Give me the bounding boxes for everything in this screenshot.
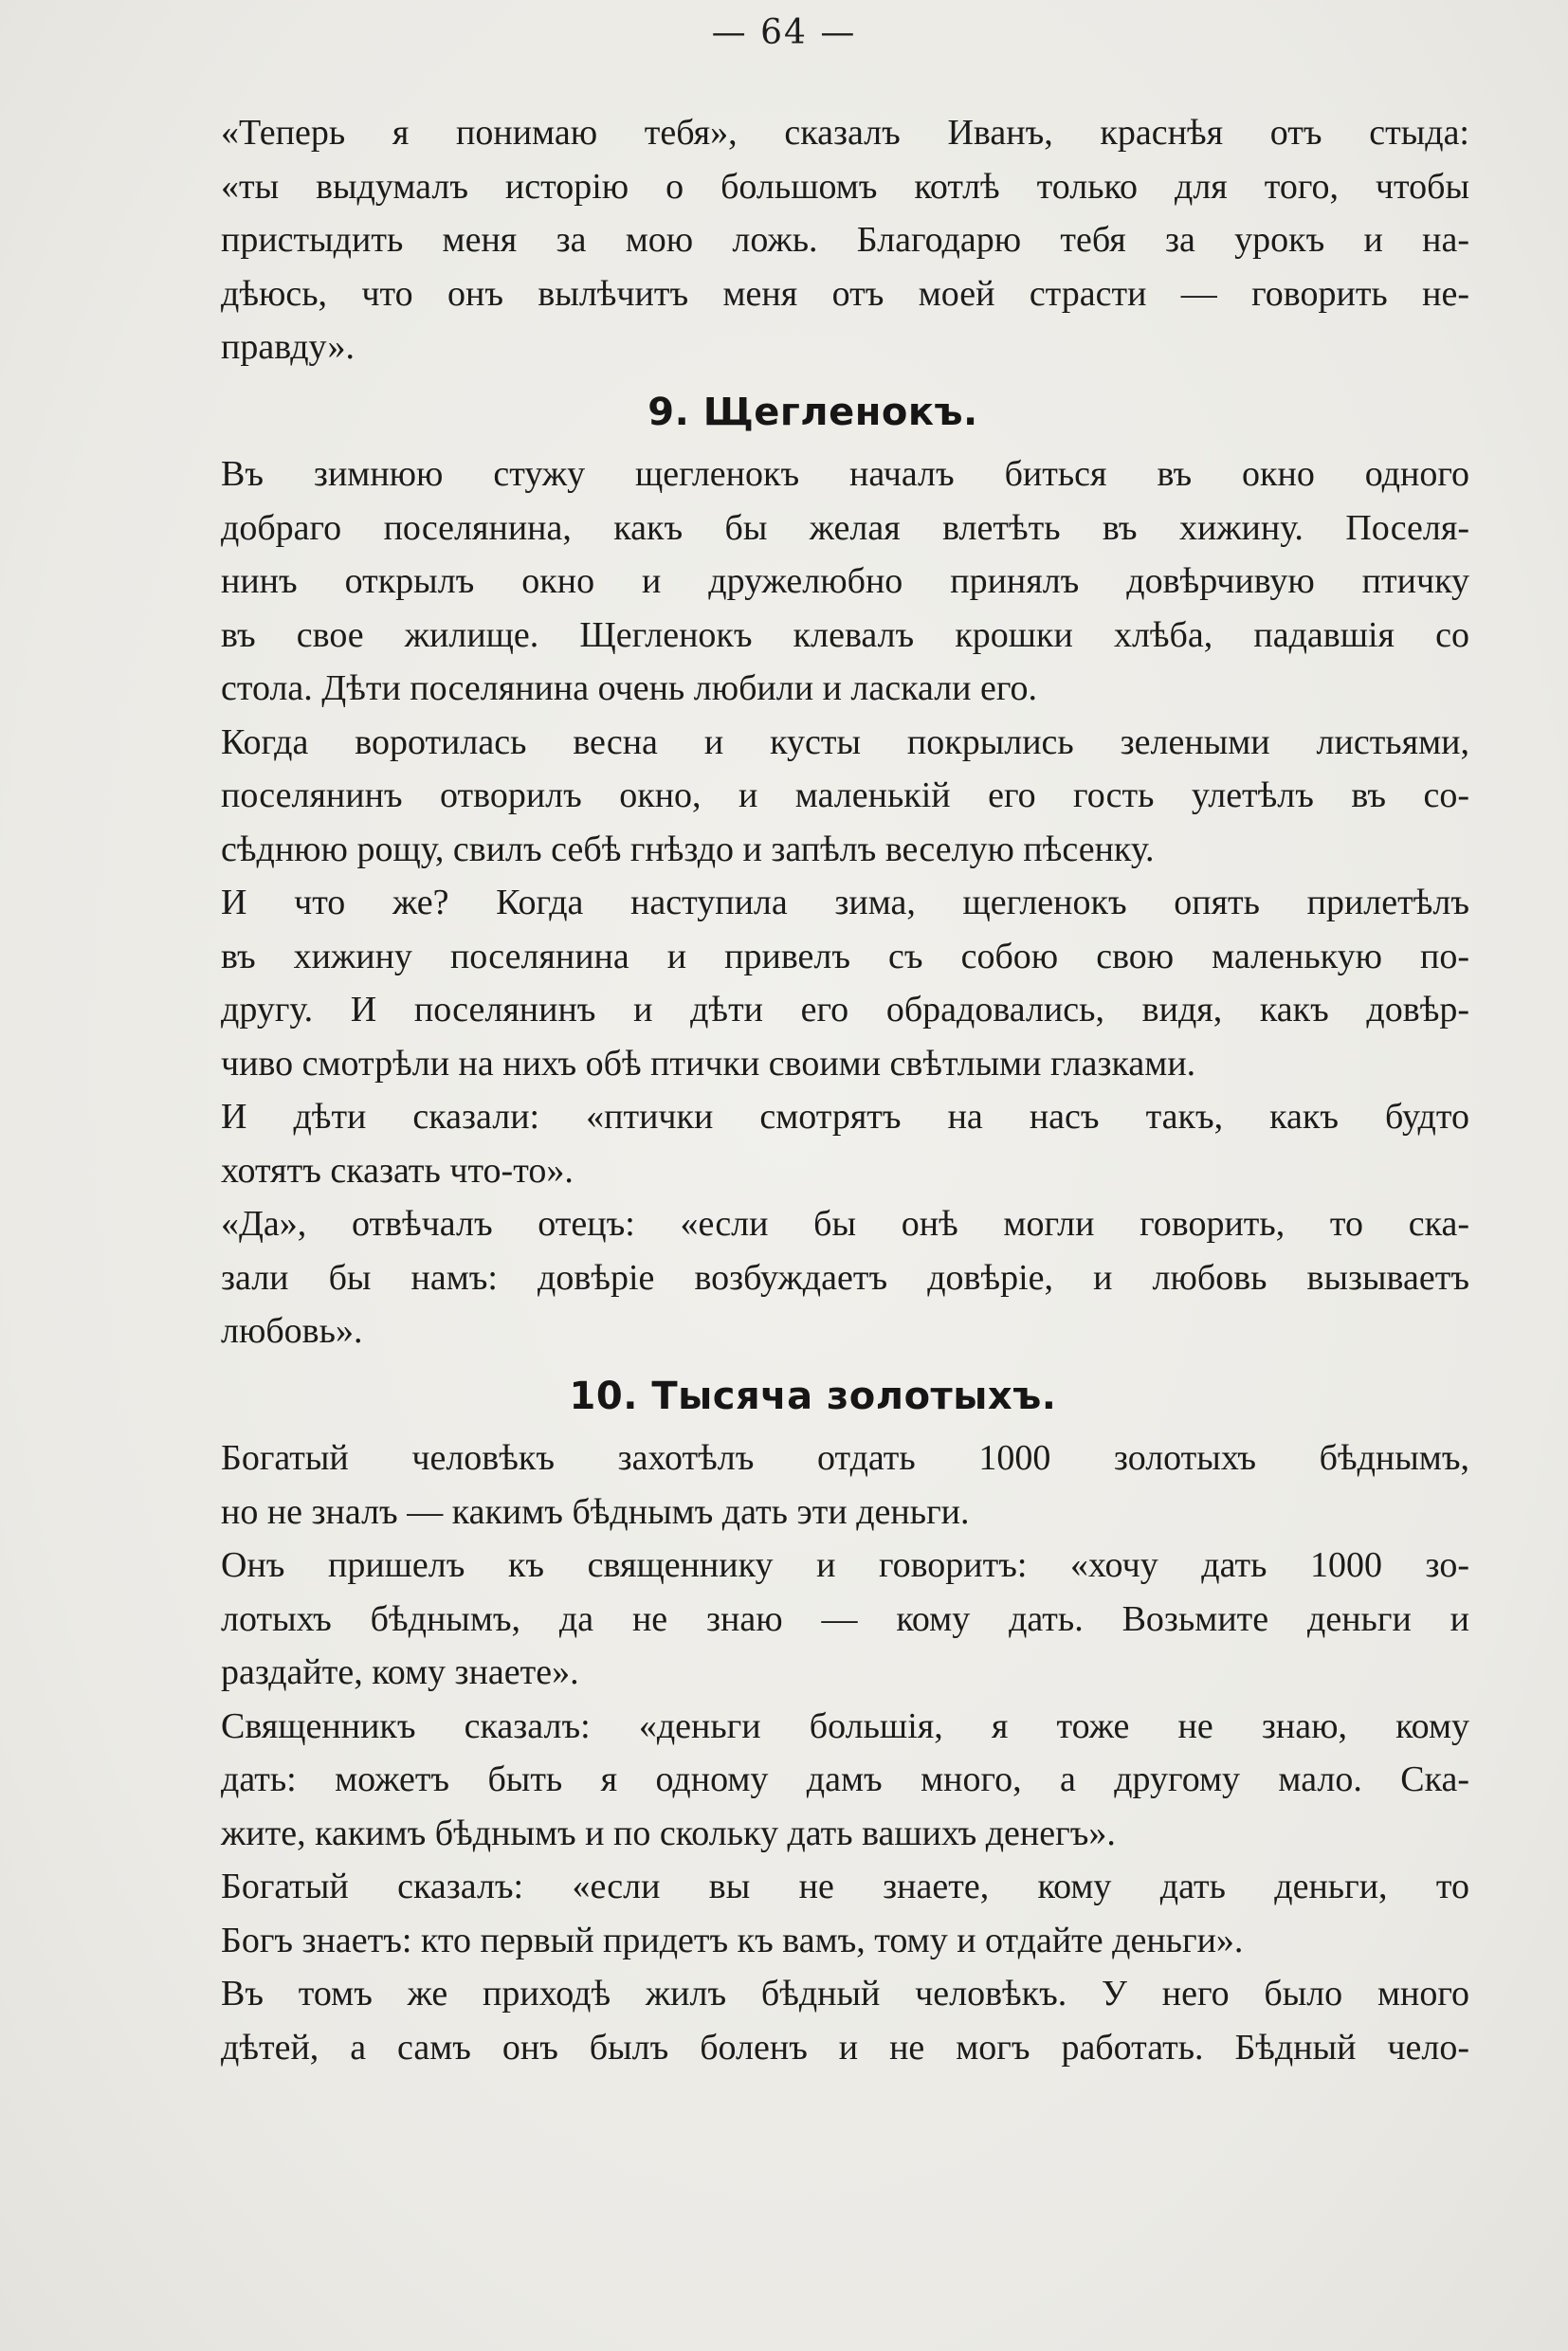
paragraph	[156, 1967, 1469, 2074]
text-line: И что же? Когда наступила зима, щегленокъ опять прилетѣлъ	[221, 883, 1469, 922]
text-line: пристыдить меня за мою ложь. Благодарю тебя за урокъ и на-	[221, 220, 1469, 260]
text-line: Богатый сказалъ: «если вы не знаете, кому дать деньги, то	[221, 1867, 1469, 1906]
text-line: въ хижину поселянина и привелъ съ собою свою маленькую по-	[221, 936, 1469, 976]
text-line: Богатый человѣкъ захотѣлъ отдать 1000 золотыхъ бѣднымъ,	[221, 1438, 1469, 1478]
text-line: Богъ знаетъ: кто первый придетъ къ вамъ, тому и отдайте деньги».	[221, 1920, 1244, 1960]
text-line: жите, какимъ бѣднымъ и по скольку дать вашихъ денегъ».	[221, 1813, 1116, 1853]
paragraph	[156, 1700, 1469, 1861]
text-line: но не зналъ — какимъ бѣднымъ дать эти деньги.	[221, 1491, 970, 1532]
text-line: «Теперь я понимаю тебя», сказалъ Иванъ, краснѣя отъ стыда:	[221, 113, 1469, 153]
text-line: раздайте, кому знаете».	[221, 1652, 579, 1692]
paragraph	[156, 1431, 1469, 1539]
text-line: Въ томъ же приходѣ жилъ бѣдный человѣкъ. У него было много	[221, 1974, 1469, 2014]
section-heading: 9. Щегленокъ.	[647, 390, 978, 434]
page-number: — 64 —	[711, 13, 857, 52]
text-line: Въ зимнюю стужу щегленокъ началъ биться въ окно одного	[221, 454, 1469, 494]
text-line: И дѣти сказали: «птички смотрятъ на насъ такъ, какъ будто	[221, 1097, 1469, 1137]
text-line: поселянинъ отворилъ окно, и маленькій его гость улетѣлъ въ со-	[221, 775, 1469, 815]
text-line: Священникъ сказалъ: «деньги большія, я тоже не знаю, кому	[221, 1705, 1469, 1746]
text-body	[156, 106, 1469, 2074]
text-line: дѣюсь, что онъ вылѣчитъ меня отъ моей страсти — говорить не-	[221, 273, 1469, 314]
paragraph	[156, 447, 1469, 716]
text-line: Онъ пришелъ къ священнику и говоритъ: «хочу дать 1000 зо-	[221, 1545, 1469, 1585]
text-line: добраго поселянина, какъ бы желая влетѣть въ хижину. Поселя-	[221, 507, 1469, 548]
text-line: зали бы намъ: довѣріе возбуждаетъ довѣріе, и любовь вызываетъ	[221, 1257, 1469, 1298]
text-line: чиво смотрѣли на нихъ обѣ птички своими свѣтлыми глазками.	[221, 1043, 1196, 1084]
text-line: дать: можетъ быть я одному дамъ много, а другому мало. Ска-	[221, 1759, 1469, 1799]
paragraph	[156, 1860, 1469, 1967]
text-line: «ты выдумалъ исторію о большомъ котлѣ только для того, чтобы	[221, 166, 1469, 207]
paragraph	[156, 106, 1469, 374]
text-line: Когда воротилась весна и кусты покрылись зелеными листьями,	[221, 721, 1469, 762]
text-line: лотыхъ бѣднымъ, да не знаю — кому дать. Возьмите деньги и	[221, 1598, 1469, 1639]
paragraph	[156, 1197, 1469, 1358]
text-line: правду».	[221, 327, 355, 367]
paragraph	[156, 876, 1469, 1090]
paragraph	[156, 716, 1469, 877]
text-line: «Да», отвѣчалъ отецъ: «если бы онѣ могли говорить, то ска-	[221, 1204, 1469, 1244]
text-line: хотятъ сказать что-то».	[221, 1150, 574, 1191]
paragraph	[156, 1090, 1469, 1197]
text-line: стола. Дѣти поселянина очень любили и ласкали его.	[221, 668, 1037, 708]
text-line: другу. И поселянинъ и дѣти его обрадовались, видя, какъ довѣр-	[221, 990, 1469, 1030]
text-line: въ свое жилище. Щегленокъ клевалъ крошки хлѣба, падавшія со	[221, 614, 1469, 655]
paragraph	[156, 1539, 1469, 1700]
text-line: дѣтей, а самъ онъ былъ боленъ и не могъ работать. Бѣдный чело-	[221, 2027, 1469, 2068]
text-line: нинъ открылъ окно и дружелюбно принялъ довѣрчивую птичку	[221, 561, 1469, 601]
text-line: сѣднюю рощу, свилъ себѣ гнѣздо и запѣлъ веселую пѣсенку.	[221, 829, 1155, 869]
text-line: любовь».	[221, 1311, 363, 1351]
section-heading: 10. Тысяча золотыхъ.	[569, 1374, 1057, 1418]
